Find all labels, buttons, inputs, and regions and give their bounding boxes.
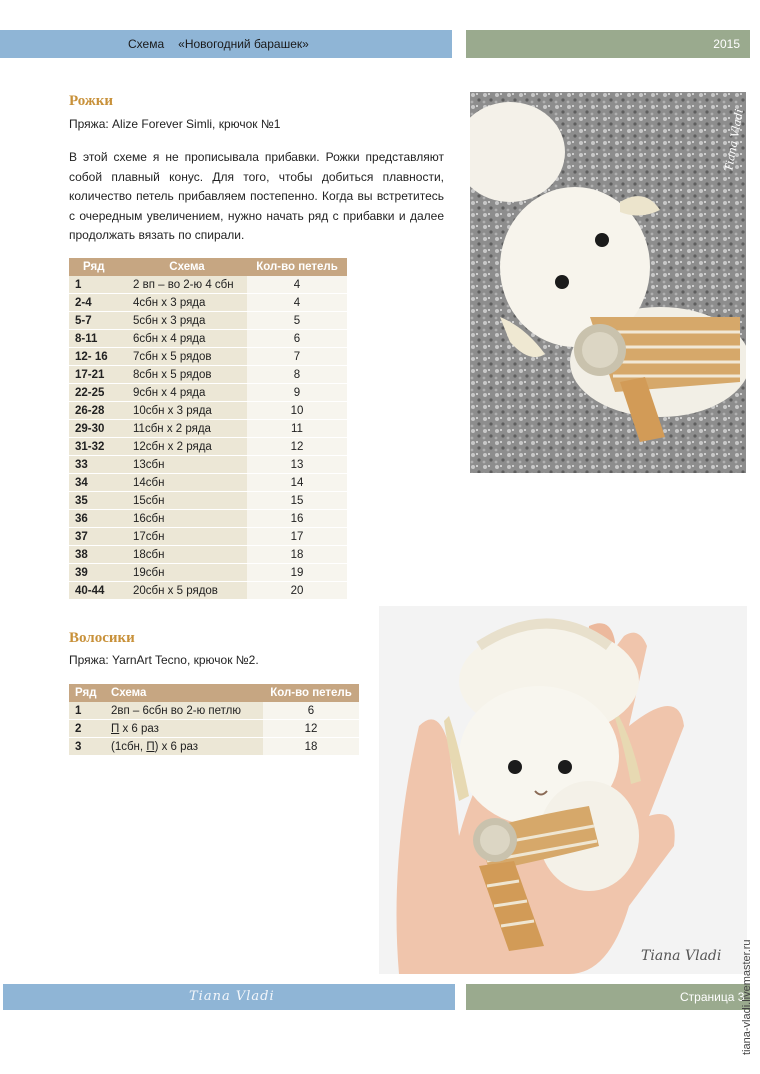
cell-scheme: 20сбн х 5 рядов: [127, 582, 247, 600]
cell-scheme: 4сбн х 3 ряда: [127, 294, 247, 312]
cell-scheme: 19сбн: [127, 564, 247, 582]
lamb-photo-snow: [470, 92, 746, 473]
table-row: [69, 510, 347, 528]
cell-row-number: 37: [69, 528, 127, 546]
cell-row-number: 39: [69, 564, 127, 582]
cell-row-number: 8-11: [69, 330, 127, 348]
cell-scheme: 12сбн х 2 ряда: [127, 438, 247, 456]
cell-scheme: 16сбн: [127, 510, 247, 528]
table-row: [69, 528, 347, 546]
cell-row-number: 33: [69, 456, 127, 474]
section-title-horns: Рожки: [69, 93, 114, 109]
cell-row-number: 22-25: [69, 384, 127, 402]
cell-row-number: 26-28: [69, 402, 127, 420]
table-row: [69, 702, 359, 720]
cell-scheme: 5сбн х 3 ряда: [127, 312, 247, 330]
table-row: [69, 420, 347, 438]
cell-stitch-count: 18: [263, 738, 359, 756]
cell-stitch-count: 4: [247, 294, 347, 312]
cell-stitch-count: 15: [247, 492, 347, 510]
cell-stitch-count: 20: [247, 582, 347, 600]
cell-row-number: 36: [69, 510, 127, 528]
cell-row-number: 3: [69, 738, 105, 756]
cell-stitch-count: 9: [247, 384, 347, 402]
cell-stitch-count: 18: [247, 546, 347, 564]
table-row: [69, 348, 347, 366]
cell-row-number: 1: [69, 702, 105, 720]
hair-pattern-table: [69, 684, 359, 756]
table-row: [69, 330, 347, 348]
table-row: [69, 294, 347, 312]
table-row: [69, 402, 347, 420]
cell-scheme: 6сбн х 4 ряда: [127, 330, 247, 348]
cell-stitch-count: 11: [247, 420, 347, 438]
table-row: [69, 438, 347, 456]
cell-scheme: 18сбн: [127, 546, 247, 564]
cell-row-number: 38: [69, 546, 127, 564]
cell-scheme: 15сбн: [127, 492, 247, 510]
cell-scheme: 2 вп – во 2-ю 4 сбн: [127, 276, 247, 294]
cell-scheme: 7сбн х 5 рядов: [127, 348, 247, 366]
cell-scheme: 8сбн х 5 рядов: [127, 366, 247, 384]
cell-stitch-count: 12: [263, 720, 359, 738]
cell-stitch-count: 19: [247, 564, 347, 582]
cell-row-number: 31-32: [69, 438, 127, 456]
cell-scheme: (1сбн, П) х 6 раз: [105, 738, 263, 756]
hair-table-body: [69, 702, 359, 756]
cell-scheme: 10сбн х 3 ряда: [127, 402, 247, 420]
table-row: [69, 546, 347, 564]
cell-scheme: П х 6 раз: [105, 720, 263, 738]
table-row: [69, 276, 347, 294]
yarn-info-horns: Пряжа: Alize Forever Simli, крючок №1: [69, 117, 281, 131]
cell-stitch-count: 6: [263, 702, 359, 720]
document-year: 2015: [713, 37, 740, 51]
photo-signature-1: Tiana Vladi: [722, 108, 746, 173]
column-header-stitches: Кол-во петель: [247, 258, 347, 276]
cell-row-number: 1: [69, 276, 127, 294]
cell-scheme: 9сбн х 4 ряда: [127, 384, 247, 402]
photo-signature-2: Tiana Vladi: [641, 948, 722, 964]
column-header-stitches: Кол-во петель: [263, 684, 359, 702]
cell-stitch-count: 5: [247, 312, 347, 330]
lamb-photo-hand: [379, 606, 747, 974]
table-row: [69, 720, 359, 738]
footer-bar-left: [3, 984, 455, 1010]
cell-stitch-count: 14: [247, 474, 347, 492]
table-row: [69, 564, 347, 582]
header-bar-right: [466, 30, 750, 58]
cell-stitch-count: 12: [247, 438, 347, 456]
table-row: [69, 384, 347, 402]
cell-row-number: 2-4: [69, 294, 127, 312]
table-row: [69, 312, 347, 330]
cell-scheme: 14сбн: [127, 474, 247, 492]
yarn-info-hair: Пряжа: YarnArt Tecno, крючок №2.: [69, 653, 259, 667]
header-bar-left: [0, 30, 452, 58]
cell-row-number: 35: [69, 492, 127, 510]
column-header-scheme: Схема: [127, 258, 247, 276]
cell-row-number: 12- 16: [69, 348, 127, 366]
cell-row-number: 29-30: [69, 420, 127, 438]
cell-scheme: 17сбн: [127, 528, 247, 546]
cell-stitch-count: 13: [247, 456, 347, 474]
page-number: Страница 3: [680, 990, 745, 1004]
cell-scheme: 11сбн х 2 ряда: [127, 420, 247, 438]
site-watermark: tiana-vladi.livemaster.ru: [741, 939, 753, 1055]
cell-scheme: 13сбн: [127, 456, 247, 474]
column-header-row: Ряд: [69, 258, 127, 276]
table-row: [69, 492, 347, 510]
cell-scheme: 2вп – 6сбн во 2-ю петлю: [105, 702, 263, 720]
table-row: [69, 456, 347, 474]
section-title-hair: Волосики: [69, 630, 135, 646]
column-header-scheme: Схема: [105, 684, 263, 702]
table-row: [69, 582, 347, 600]
lamb-snow-image: [470, 92, 746, 473]
lamb-hand-image: [379, 606, 747, 974]
table-row: [69, 474, 347, 492]
cell-stitch-count: 8: [247, 366, 347, 384]
horns-table-body: [69, 276, 347, 600]
cell-row-number: 2: [69, 720, 105, 738]
document-title: Схема «Новогодний барашек»: [128, 37, 309, 51]
horns-pattern-table: [69, 258, 347, 600]
cell-row-number: 5-7: [69, 312, 127, 330]
table-row: [69, 738, 359, 756]
column-header-row: Ряд: [69, 684, 105, 702]
cell-stitch-count: 7: [247, 348, 347, 366]
cell-stitch-count: 16: [247, 510, 347, 528]
cell-stitch-count: 10: [247, 402, 347, 420]
cell-row-number: 17-21: [69, 366, 127, 384]
footer-logo: Tiana Vladi: [189, 989, 275, 1004]
instructions-paragraph: В этой схеме я не прописывала прибавки. Рожки представляют собой плавный конус. Для того, чтобы добиться плавности, количество петель прибавляем постепенно. Когда вы встретитесь с очередным увеличением, нужно начать ряд с прибавки и далее продолжать вязать по спирали.: [69, 150, 444, 243]
cell-stitch-count: 4: [247, 276, 347, 294]
cell-stitch-count: 6: [247, 330, 347, 348]
table-row: [69, 366, 347, 384]
cell-row-number: 40-44: [69, 582, 127, 600]
cell-stitch-count: 17: [247, 528, 347, 546]
cell-row-number: 34: [69, 474, 127, 492]
footer-bar-right: [466, 984, 750, 1010]
